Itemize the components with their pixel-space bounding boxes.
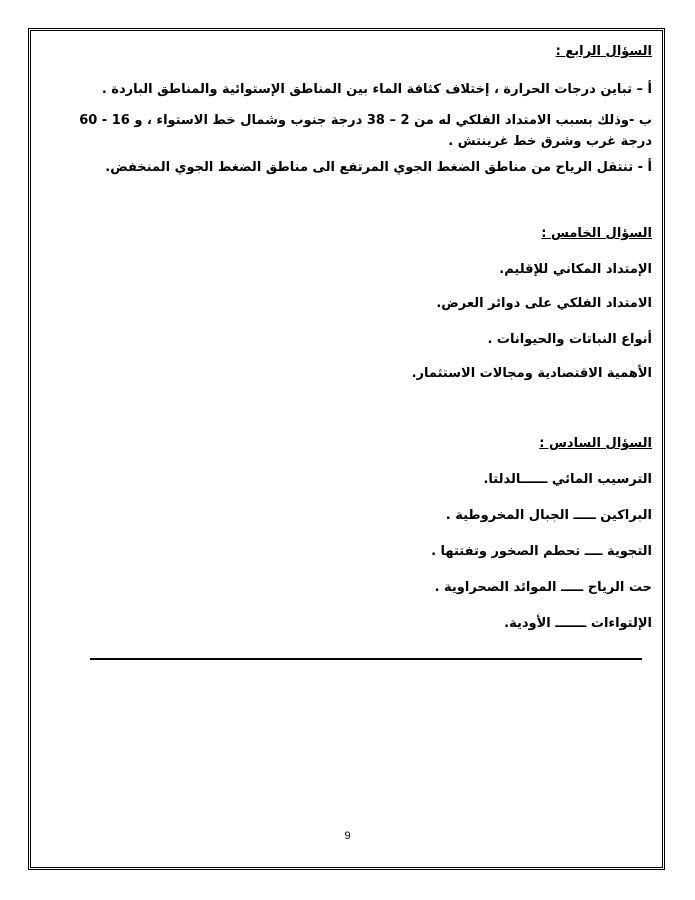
horizontal-rule <box>90 658 642 660</box>
q4-heading: السؤال الرابع : <box>555 44 652 59</box>
q6-item: حت الرياح ـــــ الموائد الصحراوية . <box>434 580 652 595</box>
q5-heading: السؤال الخامس : <box>541 226 652 241</box>
page-number: 9 <box>344 830 351 842</box>
q6-item: الترسيب المائي ــــــالدلتا. <box>483 472 652 487</box>
q6-heading: السؤال السادس : <box>539 436 652 451</box>
q5-item: الأهمية الاقتصادية ومجالات الاستثمار. <box>411 366 652 381</box>
q5-item: أنواع النباتات والحيوانات . <box>487 332 652 347</box>
q6-item: الإلتواءات ـــــــ الأودية. <box>504 616 652 631</box>
q5-item: الامتداد الفلكي على دوائر العرض. <box>436 296 652 311</box>
q6-item: التجوية ــــ تحطم الصخور وتفتتها . <box>431 544 652 559</box>
q4-answer-a: أ – تباين درجات الحرارة ، إختلاف كثافة الماء بين المناطق الإستوائية والمناطق الباردة . <box>101 82 652 97</box>
q6-item: البراكين ـــــ الجبال المخروطية . <box>445 508 652 523</box>
q4-answer-c: أ - تنتقل الرياح من مناطق الضغط الجوي المرتفع الى مناطق الضغط الجوي المنخفض. <box>105 160 652 175</box>
q5-item: الإمتداد المكاني للإقليم. <box>499 262 652 277</box>
q4-answer-b: ب -وذلك بسبب الامتداد الفلكي له من 2 – 38 درجة جنوب وشمال خط الاستواء ، و 16 - 60 درجة غرب وشرق خط غرينتش . <box>79 113 652 149</box>
